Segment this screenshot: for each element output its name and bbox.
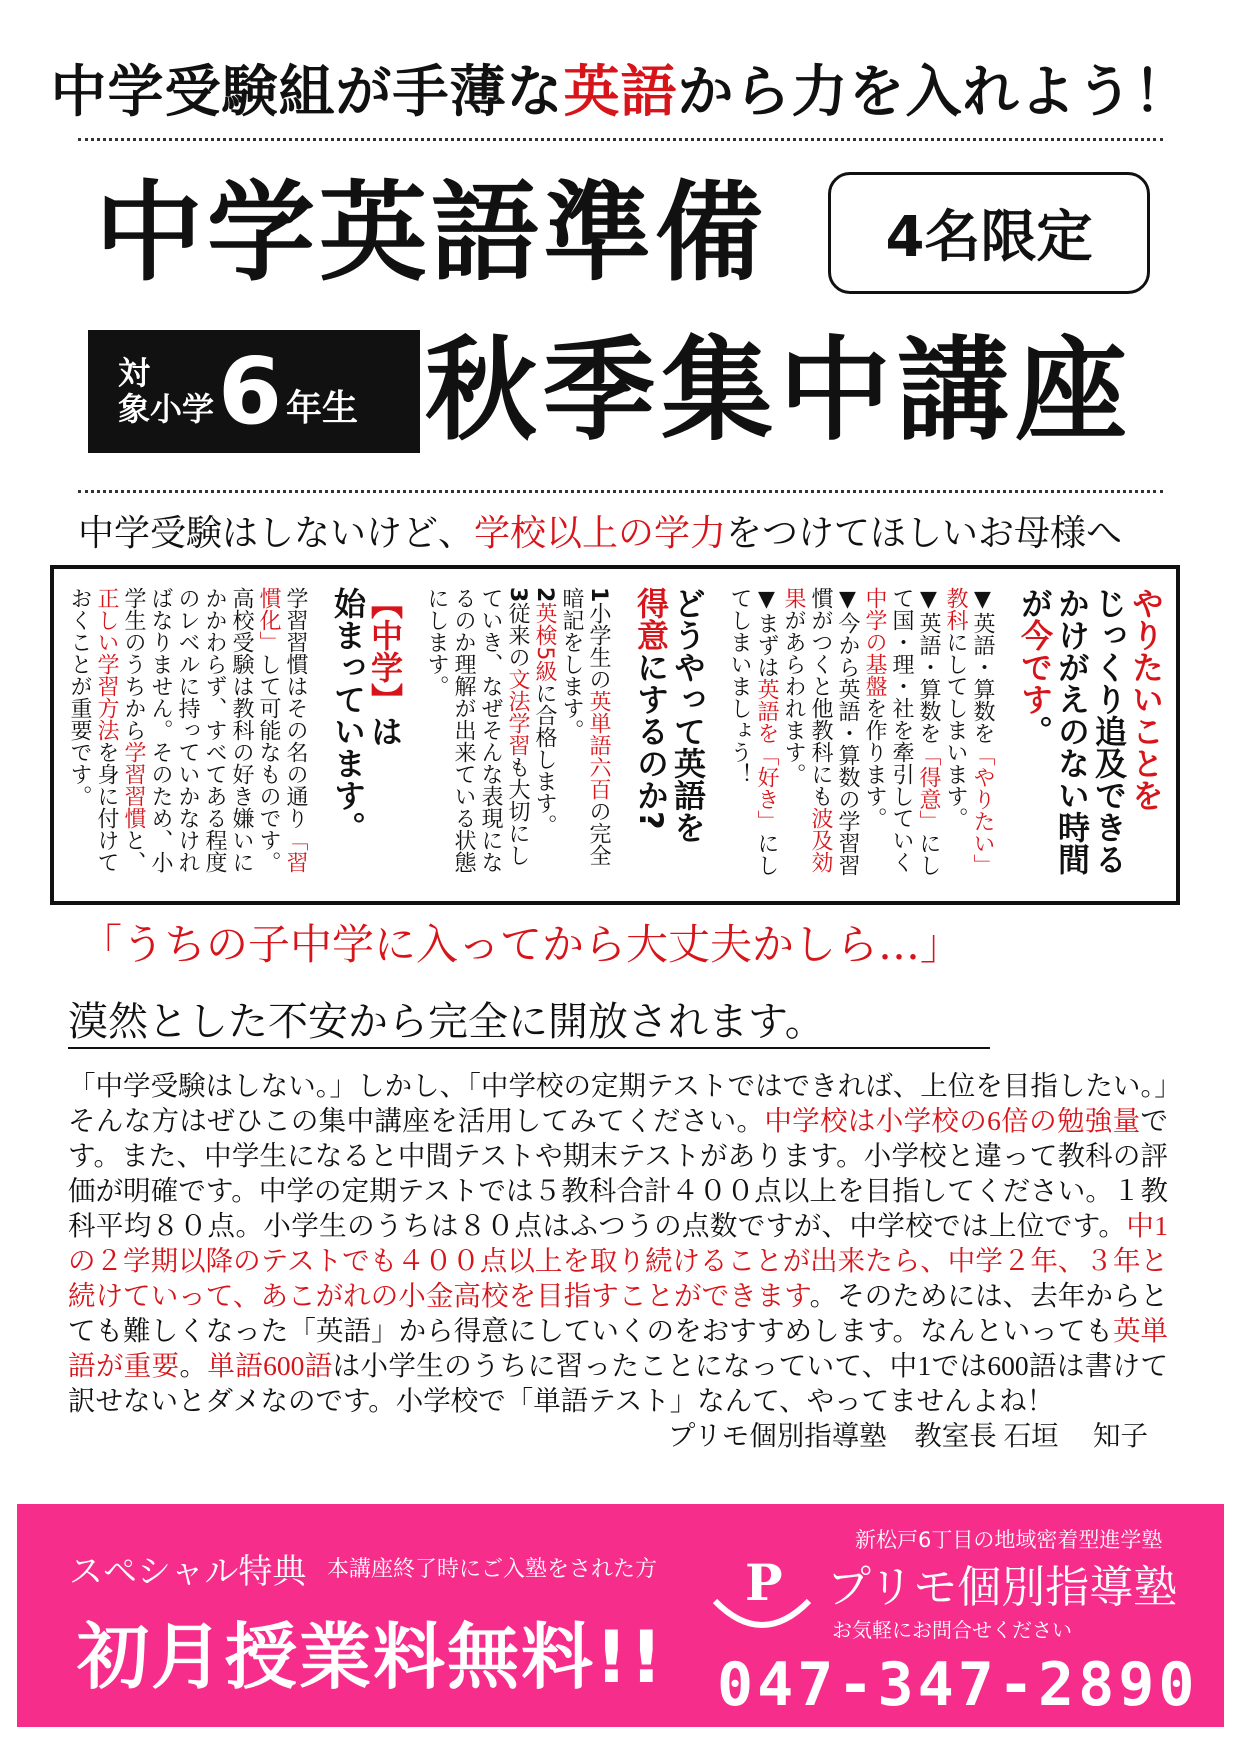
headline-period: 。 bbox=[1016, 715, 1054, 747]
target-grade-suffix: 年生 bbox=[286, 388, 359, 429]
body-paragraph bbox=[68, 1068, 1196, 1418]
how-heading-line1: どうやって英語を bbox=[669, 587, 707, 843]
highlight: 「習慣化」 bbox=[256, 587, 308, 873]
text: も大切にしていき、なぜそんな表現になるのか理解が出来ている状態にします。 bbox=[424, 587, 530, 873]
started-heading-line2: 始まっています。 bbox=[329, 587, 367, 843]
highlight: 中1の２学期以降のテストでも４００点以上を取り続けることが出来たら、中学２年、３年と続けていって、あこがれの小金高校を目指すことができます bbox=[68, 1210, 1169, 1311]
highlight: 英検5級 bbox=[532, 602, 557, 683]
highlight: 中学校は小学校の6倍の勉強量 bbox=[764, 1105, 1141, 1136]
text: にしてしまいましょう！ bbox=[727, 587, 779, 876]
text: です。また、中学生になると中間テストや期末テストがあります。小学校と違って教科の評価が明確です。中学の定期テストでは５教科合計４００点以上を目指してください。１教科平均８０点。小学生のうちは８０点はふつうの点数ですが、中学校では上位です。 bbox=[68, 1105, 1168, 1241]
top-heading bbox=[0, 48, 1241, 128]
highlight: 「得意」 bbox=[916, 744, 941, 832]
text: 「中学受験はしない。」しかし、「中学校の定期テストではできれば、上位を目指したい。」 そんな方はぜひこの集中講座を活用してみてください。 bbox=[68, 1070, 1196, 1136]
course-title: 秋季集中講座 bbox=[425, 326, 1133, 456]
started-heading-highlight: 【中学】 bbox=[366, 587, 404, 715]
tagline: 新松戸6丁目の地域密着型進学塾 bbox=[855, 1528, 1163, 1552]
footer-banner bbox=[17, 1504, 1224, 1727]
headline-col3: かけがえのない時間 bbox=[1053, 587, 1091, 875]
text: に合格します。 bbox=[532, 682, 557, 837]
text: を作ります。 bbox=[862, 697, 887, 829]
subheading bbox=[78, 505, 1122, 556]
highlight: 中学の基盤 bbox=[862, 587, 887, 697]
how-heading bbox=[632, 587, 706, 883]
text: 小学生の bbox=[586, 602, 611, 691]
step-number: 2 bbox=[532, 587, 557, 603]
top-heading-text-end: から力を入れよう！ bbox=[677, 60, 1191, 125]
highlight: 英単語が重要 bbox=[68, 1315, 1169, 1381]
bullet-item bbox=[942, 587, 996, 879]
logo-letter: P bbox=[745, 1553, 783, 1612]
quote: 「うちの子中学に入ってから大丈夫かしら…」 bbox=[80, 920, 963, 969]
highlight: 波及効果 bbox=[781, 587, 833, 873]
step-item bbox=[558, 587, 612, 879]
school-name: プリモ個別指導塾 bbox=[827, 1562, 1178, 1613]
step-number: 1 bbox=[586, 587, 611, 603]
text: 学習習慣はその名の通り bbox=[283, 587, 308, 829]
headline-col2: じっくり追及できる bbox=[1090, 587, 1128, 875]
text: を身に付けておくことが重要です。 bbox=[67, 587, 119, 873]
contact-note: お気軽にお問合せください bbox=[832, 1618, 1072, 1642]
text: して可能なものです。高校受験は教科の好き嫌いにかかわらず、すべてある程度のレベルに持っていかなければなりません。そのため、小学生のうちから bbox=[121, 587, 281, 873]
vertical-info-box bbox=[50, 565, 1180, 905]
offer-text: 初月授業料無料!! bbox=[77, 1615, 665, 1699]
step-item bbox=[423, 587, 531, 879]
bullet-item bbox=[861, 587, 942, 879]
subheading-text-end: をつけてほしいお母様へ bbox=[726, 513, 1123, 554]
text: は小学生のうちに習ったことになっていて、中1では600語は書けて訳せないとダメなのです。小学校で「単語テスト」なんて、やってませんよね！ bbox=[68, 1350, 1169, 1416]
headline-now: 今です bbox=[1016, 619, 1054, 715]
bullet-list bbox=[726, 587, 996, 879]
habit-paragraph bbox=[66, 587, 309, 879]
text: 。 bbox=[179, 1350, 208, 1381]
headline-col4: が bbox=[1016, 587, 1054, 619]
text: 従来の bbox=[505, 602, 530, 669]
dotted-divider bbox=[78, 490, 1163, 493]
how-heading-highlight: 得意 bbox=[632, 587, 670, 651]
text: があらわれます。 bbox=[781, 609, 806, 785]
special-label: スペシャル特典 bbox=[69, 1552, 307, 1592]
text: ▼まずは bbox=[754, 587, 779, 678]
text: ▼英語・算数を bbox=[916, 587, 941, 744]
text: にして国・理・社を牽引していく bbox=[889, 587, 941, 876]
bullet-item bbox=[780, 587, 861, 879]
target-grade-number: 6 bbox=[218, 338, 283, 445]
highlight: 学習習慣 bbox=[121, 741, 146, 829]
main-title: 中学英語準備 bbox=[95, 171, 768, 296]
target-label bbox=[118, 356, 214, 426]
step-item bbox=[531, 587, 558, 879]
highlight: 「やりたい」教科 bbox=[943, 587, 995, 876]
phone-number[interactable]: 047-347-2890 bbox=[717, 1650, 1199, 1720]
top-heading-text: 中学受験組が手薄な bbox=[50, 60, 564, 125]
subheading-text: 中学受験はしないけど、 bbox=[78, 513, 475, 554]
target-badge bbox=[88, 330, 420, 453]
highlight: 英単語六百 bbox=[586, 690, 611, 801]
box-headline bbox=[1016, 587, 1164, 887]
highlight: 正しい学習方法 bbox=[94, 587, 119, 741]
dotted-divider bbox=[78, 138, 1163, 141]
signature: プリモ個別指導塾 教室長 石垣 知子 bbox=[667, 1420, 1148, 1451]
steps-list bbox=[423, 587, 612, 879]
highlight: 単語600語 bbox=[207, 1350, 333, 1381]
highlight: 文法学習 bbox=[505, 668, 530, 757]
text: と、 bbox=[121, 829, 146, 873]
text: ▼今から英語・算数の学習習慣がつくと他教科にも bbox=[808, 587, 860, 876]
top-heading-highlight: 英語 bbox=[563, 60, 678, 125]
target-line1: 対 bbox=[118, 354, 151, 393]
started-heading bbox=[329, 587, 403, 883]
relief-statement: 漠然とした不安から完全に開放されます。 bbox=[68, 990, 990, 1049]
text: ▼英語・算数を bbox=[970, 587, 995, 744]
text: にしてしまいます。 bbox=[943, 631, 968, 829]
target-line2: 象小学 bbox=[118, 389, 215, 428]
subheading-highlight: 学校以上の学力 bbox=[474, 513, 727, 554]
limit-badge: 4名限定 bbox=[828, 172, 1150, 294]
body-section bbox=[68, 1068, 1196, 1453]
how-heading-line2: にするのか? bbox=[632, 651, 670, 830]
text: 。そのためには、去年からとても難しくなった「英語」から得意にしていくのをおすすめします。なんといっても bbox=[68, 1280, 1169, 1346]
logo-icon bbox=[707, 1553, 817, 1639]
step-number: 3 bbox=[505, 587, 530, 603]
special-note: 本講座終了時にご入塾をされた方 bbox=[327, 1557, 658, 1582]
highlight: 英語を「好き」 bbox=[754, 678, 779, 832]
started-heading-text: は bbox=[366, 715, 404, 747]
bullet-item bbox=[726, 587, 780, 879]
headline-col1: やりたいことを bbox=[1127, 587, 1165, 811]
text: の完全暗記をします。 bbox=[559, 587, 611, 867]
